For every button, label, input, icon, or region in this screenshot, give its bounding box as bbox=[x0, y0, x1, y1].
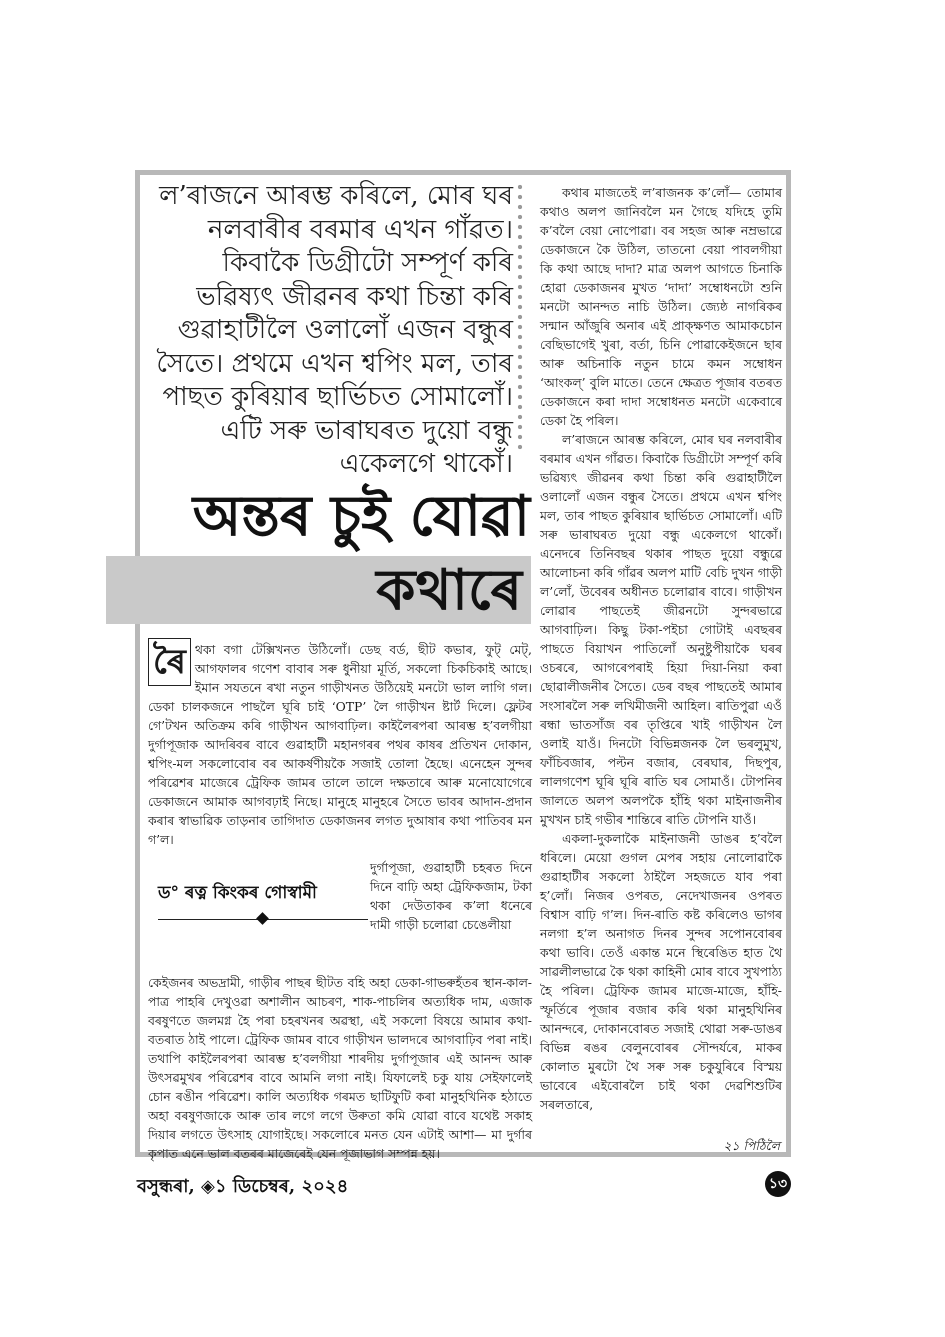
article-title-line2: কথাৰে bbox=[376, 557, 522, 623]
left-column-bottom bbox=[148, 973, 532, 1163]
diamond-icon bbox=[256, 912, 269, 925]
byline-divider bbox=[158, 914, 368, 924]
pull-quote-dotted-rule bbox=[515, 182, 525, 452]
article-title-line1: অন্তৰ চুই যোৱা bbox=[192, 483, 530, 549]
left-column-paragraph-1: থকা বগা টেক্সিখনত উঠিলোঁ। ডেছ বৰ্ড, ছীট কভাৰ, ফুট্ মেট্, আগফালৰ গণেশ বাবাৰ সৰু ধুনীয়া মূৰ্তি, সকলো চিকচিকাই আছে। ইমান সযতনে ৰখা নতুন গাড়ীখনত উঠিয়েই মনটো ভাল লাগি গল। ডেকা চালকজনে পাছলৈ ঘূৰি চাই ‘OTP’ লৈ গাড়ীখন ষ্টাৰ্ট দিলে। ফ্লেটৰ গে’টখন অতিক্ৰম কৰি গাড়ীখন আগবাঢ়িল। কাইলৈৰপৰা আৰম্ভ হ’বলগীয়া দুৰ্গাপূজাক আদৰিবৰ বাবে গুৱাহাটী মহানগৰৰ পথৰ কাষৰ প্ৰতিখন দোকান, শ্বপিং-মল সকলোবোৰ বৰ আকৰ্ষণীয়কৈ সজাই তোলা হৈছে। এনেহেন সুন্দৰ পৰিৱেশৰ মাজেৰে ট্ৰেফিক জামৰ তালে তালে দক্ষতাৰে আৰু মনোযোগেৰে ডেকাজনে আমাক আগবঢ়াই নিছে। মানুহে মানুহৰে সৈতে ভাবৰ আদান-প্ৰদান কৰাৰ স্বাভাৱিক তাড়নাৰ তাগিদাত ডেকাজনৰ লগত দুআষাৰ কথা পাতিবৰ মন গ’ল। bbox=[148, 642, 532, 847]
middle-short-column bbox=[370, 858, 532, 934]
left-column-top bbox=[148, 640, 532, 849]
right-column-paragraph-3: একলা-দুকলাকৈ মাইনাজনী ডাঙৰ হ’বলৈ ধৰিলে। মেয়ো গুগল মেপৰ সহায় নোলোৱাকৈ গুৱাহাটীৰ সকলো ঠাইলৈ সহজতে যাব পৰা হ’লোঁ। নিজৰ ওপৰত, নেদেখাজনৰ ওপৰত বিশ্বাস বাঢ়ি গ’ল। দিন-ৰাতি কষ্ট কৰিলেও ভাগৰ নলগা হ’ল অনাগত দিনৰ সুন্দৰ সপোনবোৰৰ কথা ভাবি। তেওঁ একান্ত মনে স্থিৰেঙিত হাত থৈ সাৱলীলভাৱে কৈ থকা কাহিনী মোৰ বাবে সুখপাঠ্য হৈ পৰিল। ট্ৰেফিক জামৰ মাজে-মাজে, হাঁহি-স্ফূৰ্তিৰে পূজাৰ বজাৰ কৰি থকা মানুহখিনিৰ আনন্দৰে, দোকানবোৰত সজাই থোৱা সৰু-ডাঙৰ বিভিন্ন ৰঙৰ বেলুনবোৰৰ সৌন্দৰ্যৰে, মাকৰ কোলাত মুৰটো থৈ সৰু সৰু চকুযুৰিৰে বিস্ময় ভাবেৰে এইবোৰলৈ চাই থকা দেৱশিশুটিৰ সৰলতাৰে, bbox=[540, 831, 782, 1112]
page-number: ১৩ bbox=[765, 1171, 791, 1197]
right-column-paragraph-2: ল’ৰাজনে আৰম্ভ কৰিলে, মোৰ ঘৰ নলবাৰীৰ বৰমাৰ এখন গাঁৱত। কিবাকৈ ডিগ্ৰীটো সম্পূৰ্ণ কৰি ভৱিষ্যৎ জীৱনৰ কথা চিন্তা কৰি গুৱাহাটীলৈ ওলালোঁ এজন বন্ধুৰ সৈতে। প্ৰথমে এখন শ্বপিং মল, তাৰ পাছত কুৰিয়াৰ ছাৰ্ভিচত সোমালোঁ। এটি সৰু ভাৰাঘৰত দুয়ো বন্ধু একেলগে থাকোঁ। এনেদৰে তিনিবছৰ থকাৰ পাছত দুয়ো বন্ধুৱে আলোচনা কৰি গাঁৱৰ অলপ মাটি বেচি দুখন গাড়ী ল’লোঁ, উবেৰৰ অধীনত চলোৱাৰ বাবে। গাড়ীখন লোৱাৰ পাছতেই জীৱনটো সুন্দৰভাৱে আগবাঢ়িল। কিছু টকা-পইচা গোটাই এবছৰৰ পাছতে বিয়াখন পাতিলোঁ অনুষ্টুপীয়াকৈ ঘৰৰ ওচৰৰে, আগৰেপৰাই হিয়া দিয়া-নিয়া কৰা ছোৱালীজনীৰ সৈতে। ডেৰ বছৰ পাছতেই আমাৰ সংসাৰলৈ সৰু লখিমীজনী আহিল। ৰাতিপুৱা এওঁ ৰন্ধা ভাতসাঁজ বৰ তৃপ্তিৰে খাই গাড়ীখন লৈ ওলাই যাওঁ। দিনটো বিভিন্নজনক লৈ ভৰলুমুখ, ফাঁচিবজাৰ, পল্টন বজাৰ, বেৰঘাৰ, দিছপুৰ, লালগণেশ ঘূৰি ঘূৰি ৰাতি ঘৰ সোমাওঁ। টোপনিৰ জালতে অলপ অলপকৈ হাঁহি থকা মাইনাজনীৰ মুখখন চাই গভীৰ শান্তিৰে ৰাতি টোপনি যাওঁ। bbox=[540, 432, 782, 827]
drop-cap: ৰৈ bbox=[148, 638, 191, 686]
right-column-paragraph-1: কথাৰ মাজতেই ল’ৰাজনক ক’লোঁ— তোমাৰ কথাও অলপ জানিবলৈ মন গৈছে যদিহে তুমি ক’বলৈ বেয়া নোপোৱা। বৰ সহজ আৰু নম্ৰভাৱে ডেকাজনে কৈ উঠিল, তাতনো বেয়া পাবলগীয়া কি কথা আছে দাদা? মাত্ৰ অলপ আগতে চিনাকি হোৱা ডেকাজনৰ মুখত ‘দাদা’ সম্বোধনটো শুনি মনটো আনন্দত নাচি উঠিল। জ্যেষ্ঠ নাগৰিকৰ সন্মান আঁজুৰি অনাৰ এই প্ৰাক্‌ক্ষণত আমাকচোন বেছিভাগেই খুৰা, বৰ্তা, চিনি পোৱাকেইজনে ছাৰ আৰু অচিনাকি নতুন চামে কমন সম্বোধন ‘আংকল্’ বুলি মাতে। তেনে ক্ষেত্ৰত পূজাৰ বতৰত ডেকাজনে কৰা দাদা সম্বোধনত মনটো একেবাৰে ডেকা হৈ পৰিল। bbox=[540, 185, 782, 428]
pull-quote: ল’ৰাজনে আৰম্ভ কৰিলে, মোৰ ঘৰ নলবাৰীৰ বৰমাৰ এখন গাঁৱত। কিবাকৈ ডিগ্ৰীটো সম্পূৰ্ণ কৰি ভৱিষ্যৎ জীৱনৰ কথা চিন্তা কৰি গুৱাহাটীলৈ ওলালোঁ এজন বন্ধুৰ সৈতে। প্ৰথমে এখন শ্বপিং মল, তাৰ পাছত কুৰিয়াৰ ছাৰ্ভিচত সোমালোঁ। এটি সৰু ভাৰাঘৰত দুয়ো বন্ধু একেলগে থাকোঁ। bbox=[156, 181, 513, 479]
middle-short-paragraph: দুৰ্গাপূজা, গুৱাহাটী চহৰত দিনে দিনে বাঢ়ি অহা ট্ৰেফিকজাম, টকা থকা দেউতাকৰ ক’লা ধনেৰে দামী গাড়ী চলোৱা চেঙেলীয়া bbox=[370, 860, 532, 932]
continued-note: ২১ পিঠিলৈ bbox=[723, 1138, 780, 1153]
byline bbox=[158, 880, 368, 924]
author-name: ড° ৰত্ন কিংকৰ গোস্বামী bbox=[158, 883, 317, 903]
right-column bbox=[540, 183, 782, 1114]
footer-publication: বসুন্ধৰা, ◈১ ডিচেম্বৰ, ২০২৪ bbox=[137, 1176, 349, 1197]
left-column-paragraph-2: কেইজনৰ অভদ্ৰামী, গাড়ীৰ পাছৰ ছীটত বহি অহা ডেকা-গাভৰুহঁতৰ স্থান-কাল-পাত্ৰ পাহৰি দেখুওৱা অশালীন আচৰণ, শাক-পাচলিৰ অত্যধিক দাম, এজাক বৰষুণতে জলমগ্ন হৈ পৰা চহৰখনৰ অৱস্থা, এই সকলো বিষয়ে আমাৰ কথা-বতৰাত ঠাই পালে। ট্ৰেফিক জামৰ বাবে গাড়ীখন ভালদৰে আগবাঢ়িব পৰা নাই। তথাপি কাইলৈৰপৰা আৰম্ভ হ’বলগীয়া শাৰদীয় দুৰ্গাপূজাৰ এই আনন্দ আৰু উৎসৱমুখৰ পৰিৱেশৰ বাবে আমনি লগা নাই। যিফালেই চকু যায় সেইফালেই চোন ৰঙীন পৰিৱেশ। কালি অত্যধিক গৰমত ছাটিফুটি কৰা মানুহখিনিক হঠাতে অহা বৰষুণজাকে আৰু তাৰ লগে লগে উৰুতা কমি যোৱা বাবে যথেষ্ট সকাহ দিয়াৰ লগতে উৎসাহ যোগাইছে। সকলোৰে মনত যেন এটাই আশা— মা দুৰ্গাৰ কৃপাত এনে ভাল বতৰৰ মাজেৰেই যেন পূজাভাগ সম্পন্ন হয়। bbox=[148, 975, 532, 1161]
